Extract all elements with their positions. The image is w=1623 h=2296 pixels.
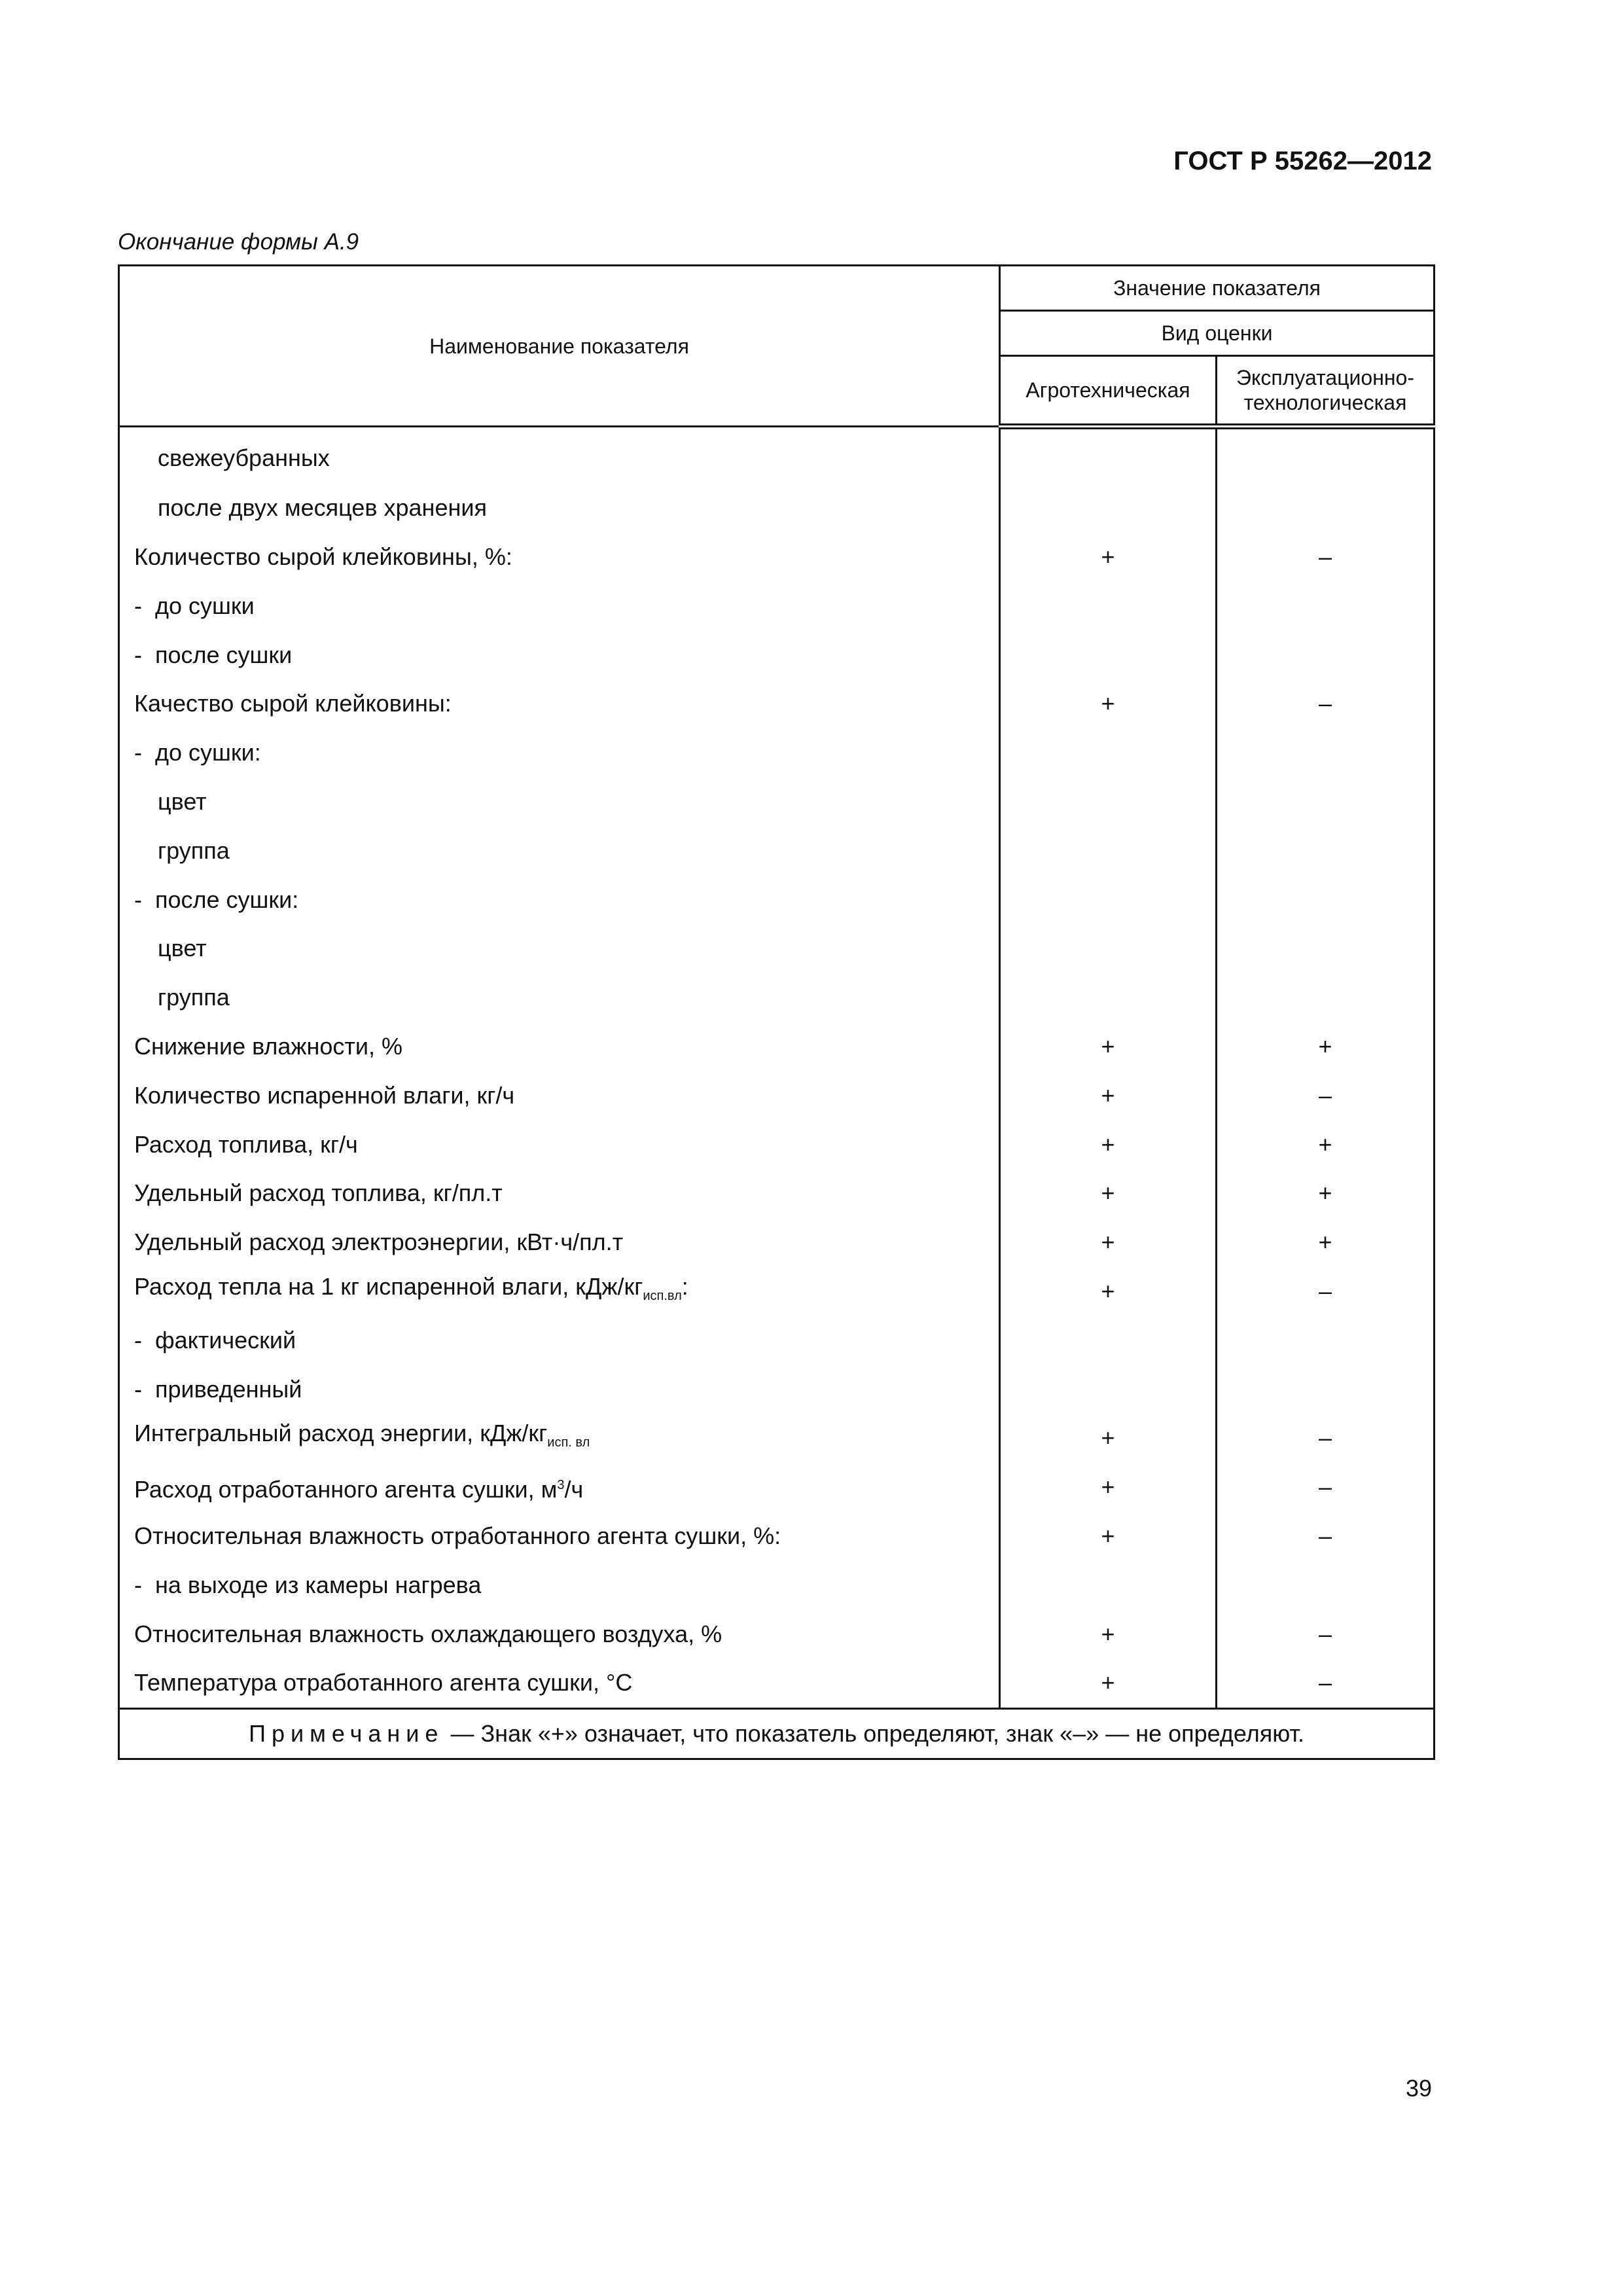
operational-mark [1217, 778, 1435, 827]
header-agrotechnical: Агротехническая [1000, 356, 1217, 427]
indicator-name [119, 679, 1000, 728]
operational-mark [1217, 1365, 1435, 1414]
indicator-name [119, 875, 1000, 924]
agrotechnical-mark: + [1000, 1120, 1217, 1169]
agrotechnical-mark [1000, 728, 1217, 778]
agrotechnical-mark [1000, 484, 1217, 533]
indicator-text: Количество сырой клейковины, %: [134, 543, 512, 570]
table-row [119, 826, 1435, 875]
indicator-name [119, 1463, 1000, 1512]
table-row [119, 1560, 1435, 1609]
indicator-text: цвет [158, 787, 207, 815]
operational-mark [1217, 1560, 1435, 1609]
table-row [119, 1414, 1435, 1463]
indicator-name [119, 728, 1000, 778]
operational-mark: – [1217, 1463, 1435, 1512]
indicator-name [119, 924, 1000, 973]
indicator-name [119, 427, 1000, 484]
table-row [119, 427, 1435, 484]
operational-mark [1217, 484, 1435, 533]
table-row [119, 1267, 1435, 1316]
indicator-name [119, 1071, 1000, 1120]
agrotechnical-mark: + [1000, 1218, 1217, 1267]
agrotechnical-mark [1000, 924, 1217, 973]
operational-mark: – [1217, 1071, 1435, 1120]
operational-mark: – [1217, 679, 1435, 728]
operational-mark [1217, 630, 1435, 679]
agrotechnical-mark [1000, 581, 1217, 630]
table-row [119, 1316, 1435, 1365]
indicator-text: после двух месяцев хранения [158, 494, 487, 522]
indicator-text: Количество испаренной влаги, кг/ч [134, 1081, 515, 1109]
indicator-name [119, 1365, 1000, 1414]
indicator-text: группа [158, 984, 230, 1011]
indicator-name [119, 1120, 1000, 1169]
indicator-text: Расход отработанного агента сушки, м [134, 1475, 558, 1503]
indicator-name [119, 1267, 1000, 1316]
header-operational [1217, 356, 1435, 427]
table-row [119, 728, 1435, 778]
agrotechnical-mark: + [1000, 1169, 1217, 1218]
operational-mark: – [1217, 1414, 1435, 1463]
table-row [119, 679, 1435, 728]
agrotechnical-mark: + [1000, 1659, 1217, 1708]
list-dash: - [134, 739, 142, 766]
table-row [119, 924, 1435, 973]
agrotechnical-mark [1000, 1560, 1217, 1609]
header-value: Значение показателя [1000, 266, 1435, 311]
operational-mark [1217, 973, 1435, 1022]
header-name: Наименование показателя [119, 266, 1000, 427]
table-row [119, 1218, 1435, 1267]
operational-mark [1217, 875, 1435, 924]
indicator-text: Температура отработанного агента сушки, °С [134, 1669, 633, 1696]
table-row [119, 875, 1435, 924]
indicator-name [119, 1609, 1000, 1659]
indicator-text: Расход топлива, кг/ч [134, 1130, 358, 1158]
unit-subscript: исп. вл [547, 1435, 590, 1450]
indicator-text: Интегральный расход энергии, кДж/кг [134, 1420, 548, 1447]
operational-mark: + [1217, 1169, 1435, 1218]
agrotechnical-mark: + [1000, 1071, 1217, 1120]
indicator-text: Снижение влажности, % [134, 1032, 403, 1060]
operational-mark: – [1217, 1267, 1435, 1316]
document-code: ГОСТ Р 55262—2012 [1173, 147, 1432, 175]
unit-superscript: 3 [557, 1477, 565, 1492]
operational-mark: + [1217, 1218, 1435, 1267]
agrotechnical-mark [1000, 973, 1217, 1022]
agrotechnical-mark: + [1000, 1512, 1217, 1561]
table-row [119, 581, 1435, 630]
table-body [119, 427, 1435, 1709]
operational-mark: + [1217, 1120, 1435, 1169]
table-row [119, 630, 1435, 679]
indicator-text: Относительная влажность охлаждающего воздуха, % [134, 1620, 722, 1647]
list-dash: - [134, 1571, 142, 1598]
page-number: 39 [1405, 2075, 1432, 2102]
indicator-text-suffix: /ч [564, 1475, 584, 1503]
indicator-text: группа [158, 836, 230, 864]
indicator-name [119, 533, 1000, 582]
indicator-name [119, 1512, 1000, 1561]
table-row [119, 1071, 1435, 1120]
note-label: Примечание [249, 1719, 444, 1747]
list-dash: - [134, 886, 142, 913]
table-note [119, 1708, 1435, 1759]
table-row [119, 1169, 1435, 1218]
agrotechnical-mark [1000, 630, 1217, 679]
indicator-name [119, 484, 1000, 533]
table-row [119, 1512, 1435, 1561]
indicator-name [119, 1560, 1000, 1609]
operational-mark [1217, 1316, 1435, 1365]
operational-mark: – [1217, 533, 1435, 582]
table-row [119, 1120, 1435, 1169]
operational-mark [1217, 924, 1435, 973]
agrotechnical-mark: + [1000, 679, 1217, 728]
indicator-text: приведенный [155, 1375, 302, 1403]
operational-mark [1217, 728, 1435, 778]
agrotechnical-mark [1000, 826, 1217, 875]
indicator-name [119, 1659, 1000, 1708]
header-operational-line1: Эксплуатационно- [1236, 366, 1414, 389]
agrotechnical-mark [1000, 427, 1217, 484]
indicator-text: цвет [158, 935, 207, 962]
indicator-name [119, 630, 1000, 679]
indicator-text: Расход тепла на 1 кг испаренной влаги, кДж/кг [134, 1272, 643, 1300]
list-dash: - [134, 1375, 142, 1403]
indicator-name [119, 1316, 1000, 1365]
indicator-name [119, 581, 1000, 630]
table-row [119, 484, 1435, 533]
table-row [119, 533, 1435, 582]
agrotechnical-mark: + [1000, 1267, 1217, 1316]
agrotechnical-mark [1000, 875, 1217, 924]
indicator-text: Качество сырой клейковины: [134, 690, 452, 717]
table-row [119, 1022, 1435, 1071]
indicator-text: до сушки [155, 592, 255, 619]
indicator-text: Удельный расход топлива, кг/пл.т [134, 1179, 503, 1207]
header-operational-line2: технологическая [1243, 391, 1407, 414]
operational-mark: + [1217, 1022, 1435, 1071]
agrotechnical-mark: + [1000, 1022, 1217, 1071]
indicator-name [119, 1022, 1000, 1071]
operational-mark [1217, 826, 1435, 875]
indicator-text: после сушки: [155, 886, 299, 913]
list-dash: - [134, 641, 142, 668]
table-row [119, 1463, 1435, 1512]
indicator-text: Удельный расход электроэнергии, кВт·ч/пл.т [134, 1229, 624, 1256]
indicator-text: свежеубранных [158, 444, 330, 471]
agrotechnical-mark [1000, 1316, 1217, 1365]
header-assessment-type: Вид оценки [1000, 311, 1435, 356]
table-row [119, 1609, 1435, 1659]
indicator-name [119, 1169, 1000, 1218]
table-row [119, 973, 1435, 1022]
list-dash: - [134, 592, 142, 619]
indicator-name [119, 1218, 1000, 1267]
operational-mark [1217, 581, 1435, 630]
indicator-name [119, 973, 1000, 1022]
indicators-table [118, 264, 1435, 1760]
agrotechnical-mark: + [1000, 1609, 1217, 1659]
table-row [119, 778, 1435, 827]
indicator-text: до сушки: [155, 739, 261, 766]
operational-mark: – [1217, 1512, 1435, 1561]
agrotechnical-mark [1000, 1365, 1217, 1414]
table-row [119, 1365, 1435, 1414]
indicator-text: Относительная влажность отработанного агента сушки, %: [134, 1522, 781, 1549]
unit-subscript: исп.вл [643, 1289, 682, 1304]
list-dash: - [134, 1326, 142, 1354]
operational-mark: – [1217, 1609, 1435, 1659]
indicator-name [119, 826, 1000, 875]
indicator-text-suffix: : [681, 1272, 688, 1300]
indicator-text: на выходе из камеры нагрева [155, 1571, 482, 1598]
agrotechnical-mark: + [1000, 1414, 1217, 1463]
agrotechnical-mark: + [1000, 533, 1217, 582]
agrotechnical-mark [1000, 778, 1217, 827]
indicator-name [119, 778, 1000, 827]
operational-mark [1217, 427, 1435, 484]
indicator-text: после сушки [155, 641, 293, 668]
indicator-text: фактический [155, 1326, 296, 1354]
note-text: — Знак «+» означает, что показатель определяют, знак «–» — не определяют. [444, 1719, 1304, 1747]
indicator-name [119, 1414, 1000, 1463]
operational-mark: – [1217, 1659, 1435, 1708]
agrotechnical-mark: + [1000, 1463, 1217, 1512]
form-caption: Окончание формы А.9 [118, 229, 359, 255]
table-row [119, 1659, 1435, 1708]
